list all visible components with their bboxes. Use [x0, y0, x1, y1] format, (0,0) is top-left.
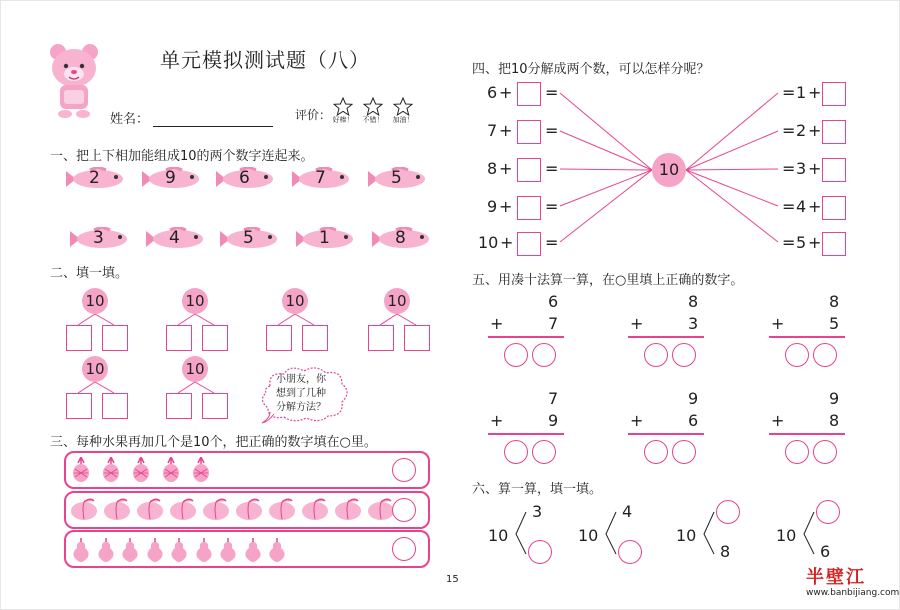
- fish-number: 8: [395, 228, 406, 248]
- cloud-line: 小朋友，你: [276, 374, 326, 385]
- star-caption: 好棒！: [332, 116, 354, 124]
- fish-number: 3: [93, 228, 104, 248]
- page-title: 单元模拟测试题（八）: [160, 48, 370, 72]
- equals-sign: =: [545, 233, 559, 252]
- section2-heading: 二、填一填。: [50, 266, 129, 281]
- fish-number: 7: [315, 168, 326, 188]
- plus-sign: +: [808, 121, 822, 140]
- eval-label: 评价：: [295, 108, 332, 122]
- watermark: [806, 568, 899, 599]
- addend-top: 8: [829, 292, 840, 311]
- bond-part: 3: [532, 502, 543, 521]
- ten-circle: 10: [82, 288, 108, 314]
- answer-circle[interactable]: [672, 343, 696, 367]
- plus-sign: +: [630, 314, 644, 333]
- fish-number: 4: [169, 228, 180, 248]
- answer-circle[interactable]: [618, 540, 642, 564]
- section1-heading: 一、把上下相加能组成10的两个数字连起来。: [50, 149, 314, 164]
- sum-line: [488, 433, 564, 435]
- equals-sign: =: [782, 233, 796, 252]
- plus-sign: +: [808, 197, 822, 216]
- answer-circle[interactable]: [813, 440, 837, 464]
- bond-part: 6: [820, 542, 831, 561]
- split-left-number: 9: [487, 197, 498, 216]
- answer-circle[interactable]: [532, 440, 556, 464]
- section3-heading: 三、每种水果再加几个是10个，把正确的数字填在○里。: [50, 435, 377, 450]
- answer-circle[interactable]: [716, 500, 740, 524]
- split-right-number: 2: [796, 121, 807, 140]
- split-left-number: 10: [478, 233, 499, 252]
- plus-sign: +: [499, 83, 513, 102]
- cloud-line: 分解方法？: [276, 402, 326, 413]
- split-left-number: 7: [487, 121, 498, 140]
- bond-part: 4: [622, 502, 633, 521]
- answer-circle[interactable]: [504, 440, 528, 464]
- split-answer-box[interactable]: [822, 158, 846, 182]
- plus-sign: +: [499, 121, 513, 140]
- answer-circle[interactable]: [644, 343, 668, 367]
- section6-heading: 六、算一算，填一填。: [472, 482, 603, 497]
- equals-sign: =: [545, 197, 559, 216]
- answer-circle[interactable]: [528, 540, 552, 564]
- answer-circle[interactable]: [785, 343, 809, 367]
- plus-sign: +: [808, 159, 822, 178]
- equals-sign: =: [545, 121, 559, 140]
- plus-sign: +: [808, 233, 822, 252]
- split-left-number: 8: [487, 159, 498, 178]
- star-caption: 加油！: [392, 116, 414, 124]
- fish-number: 9: [165, 168, 176, 188]
- fish-number: 5: [243, 228, 254, 248]
- equals-sign: =: [782, 83, 796, 102]
- sum-line: [628, 433, 704, 435]
- plus-sign: +: [500, 233, 514, 252]
- sum-line: [488, 336, 564, 338]
- answer-circle[interactable]: [504, 343, 528, 367]
- plus-sign: +: [499, 197, 513, 216]
- plus-sign: +: [630, 411, 644, 430]
- fish-number: 1: [319, 228, 330, 248]
- split-right-number: 3: [796, 159, 807, 178]
- addend-bottom: 3: [688, 314, 699, 333]
- watermark-brand: 半壁江: [806, 567, 866, 588]
- plus-sign: +: [490, 314, 504, 333]
- addend-top: 9: [688, 389, 699, 408]
- split-answer-box[interactable]: [517, 158, 541, 182]
- equals-sign: =: [545, 83, 559, 102]
- bond-total: 10: [776, 526, 797, 545]
- number-bond: [776, 498, 856, 568]
- star-caption: 不错！: [362, 116, 384, 124]
- addend-bottom: 8: [829, 411, 840, 430]
- watermark-url: www.banbijiang.com: [806, 588, 900, 598]
- addend-bottom: 5: [829, 314, 840, 333]
- fish-number: 6: [239, 168, 250, 188]
- name-label: 姓名：: [110, 112, 150, 127]
- addend-bottom: 6: [688, 411, 699, 430]
- split-right-number: 1: [796, 83, 807, 102]
- bond-part: 8: [720, 542, 731, 561]
- plus-sign: +: [490, 411, 504, 430]
- split-right-number: 4: [796, 197, 807, 216]
- plus-sign: +: [499, 159, 513, 178]
- sum-line: [769, 336, 845, 338]
- plus-sign: +: [771, 411, 785, 430]
- split-right-number: 5: [796, 233, 807, 252]
- bond-total: 10: [676, 526, 697, 545]
- equals-sign: =: [782, 121, 796, 140]
- ten-circle: 10: [82, 356, 108, 382]
- addend-bottom: 9: [548, 411, 559, 430]
- addend-top: 9: [829, 389, 840, 408]
- center-ten: 10: [652, 153, 686, 187]
- split-answer-box[interactable]: [822, 82, 846, 106]
- answer-circle[interactable]: [785, 440, 809, 464]
- number-bond: [578, 498, 658, 568]
- equals-sign: =: [782, 159, 796, 178]
- number-bond: [488, 498, 568, 568]
- answer-circle[interactable]: [644, 440, 668, 464]
- bond-total: 10: [488, 526, 509, 545]
- equals-sign: =: [782, 197, 796, 216]
- bond-total: 10: [578, 526, 599, 545]
- cloud-line: 想到了几种: [276, 388, 326, 399]
- sum-line: [769, 433, 845, 435]
- ten-circle: 10: [182, 356, 208, 382]
- plus-sign: +: [771, 314, 785, 333]
- addend-top: 8: [688, 292, 699, 311]
- answer-circle[interactable]: [813, 343, 837, 367]
- ten-circle: 10: [384, 288, 410, 314]
- plus-sign: +: [808, 83, 822, 102]
- fish-number: 2: [89, 168, 100, 188]
- sum-line: [628, 336, 704, 338]
- fish-number: 5: [391, 168, 402, 188]
- answer-circle[interactable]: [816, 500, 840, 524]
- number-bond: [676, 498, 756, 568]
- answer-circle[interactable]: [672, 440, 696, 464]
- split-left-number: 6: [487, 83, 498, 102]
- ten-circle: 10: [282, 288, 308, 314]
- split-answer-box[interactable]: [822, 120, 846, 144]
- split-answer-box[interactable]: [517, 120, 541, 144]
- ten-circle: 10: [182, 288, 208, 314]
- addend-top: 7: [548, 389, 559, 408]
- answer-circle[interactable]: [532, 343, 556, 367]
- section4-heading: 四、把10分解成两个数，可以怎样分呢？: [472, 62, 710, 77]
- split-answer-box[interactable]: [517, 232, 541, 256]
- page-number: 15: [446, 574, 459, 585]
- split-answer-box[interactable]: [517, 82, 541, 106]
- split-answer-box[interactable]: [517, 196, 541, 220]
- section5-heading: 五、用凑十法算一算，在○里填上正确的数字。: [472, 273, 744, 288]
- addend-bottom: 7: [548, 314, 559, 333]
- split-answer-box[interactable]: [822, 232, 846, 256]
- equals-sign: =: [545, 159, 559, 178]
- split-answer-box[interactable]: [822, 196, 846, 220]
- addend-top: 6: [548, 292, 559, 311]
